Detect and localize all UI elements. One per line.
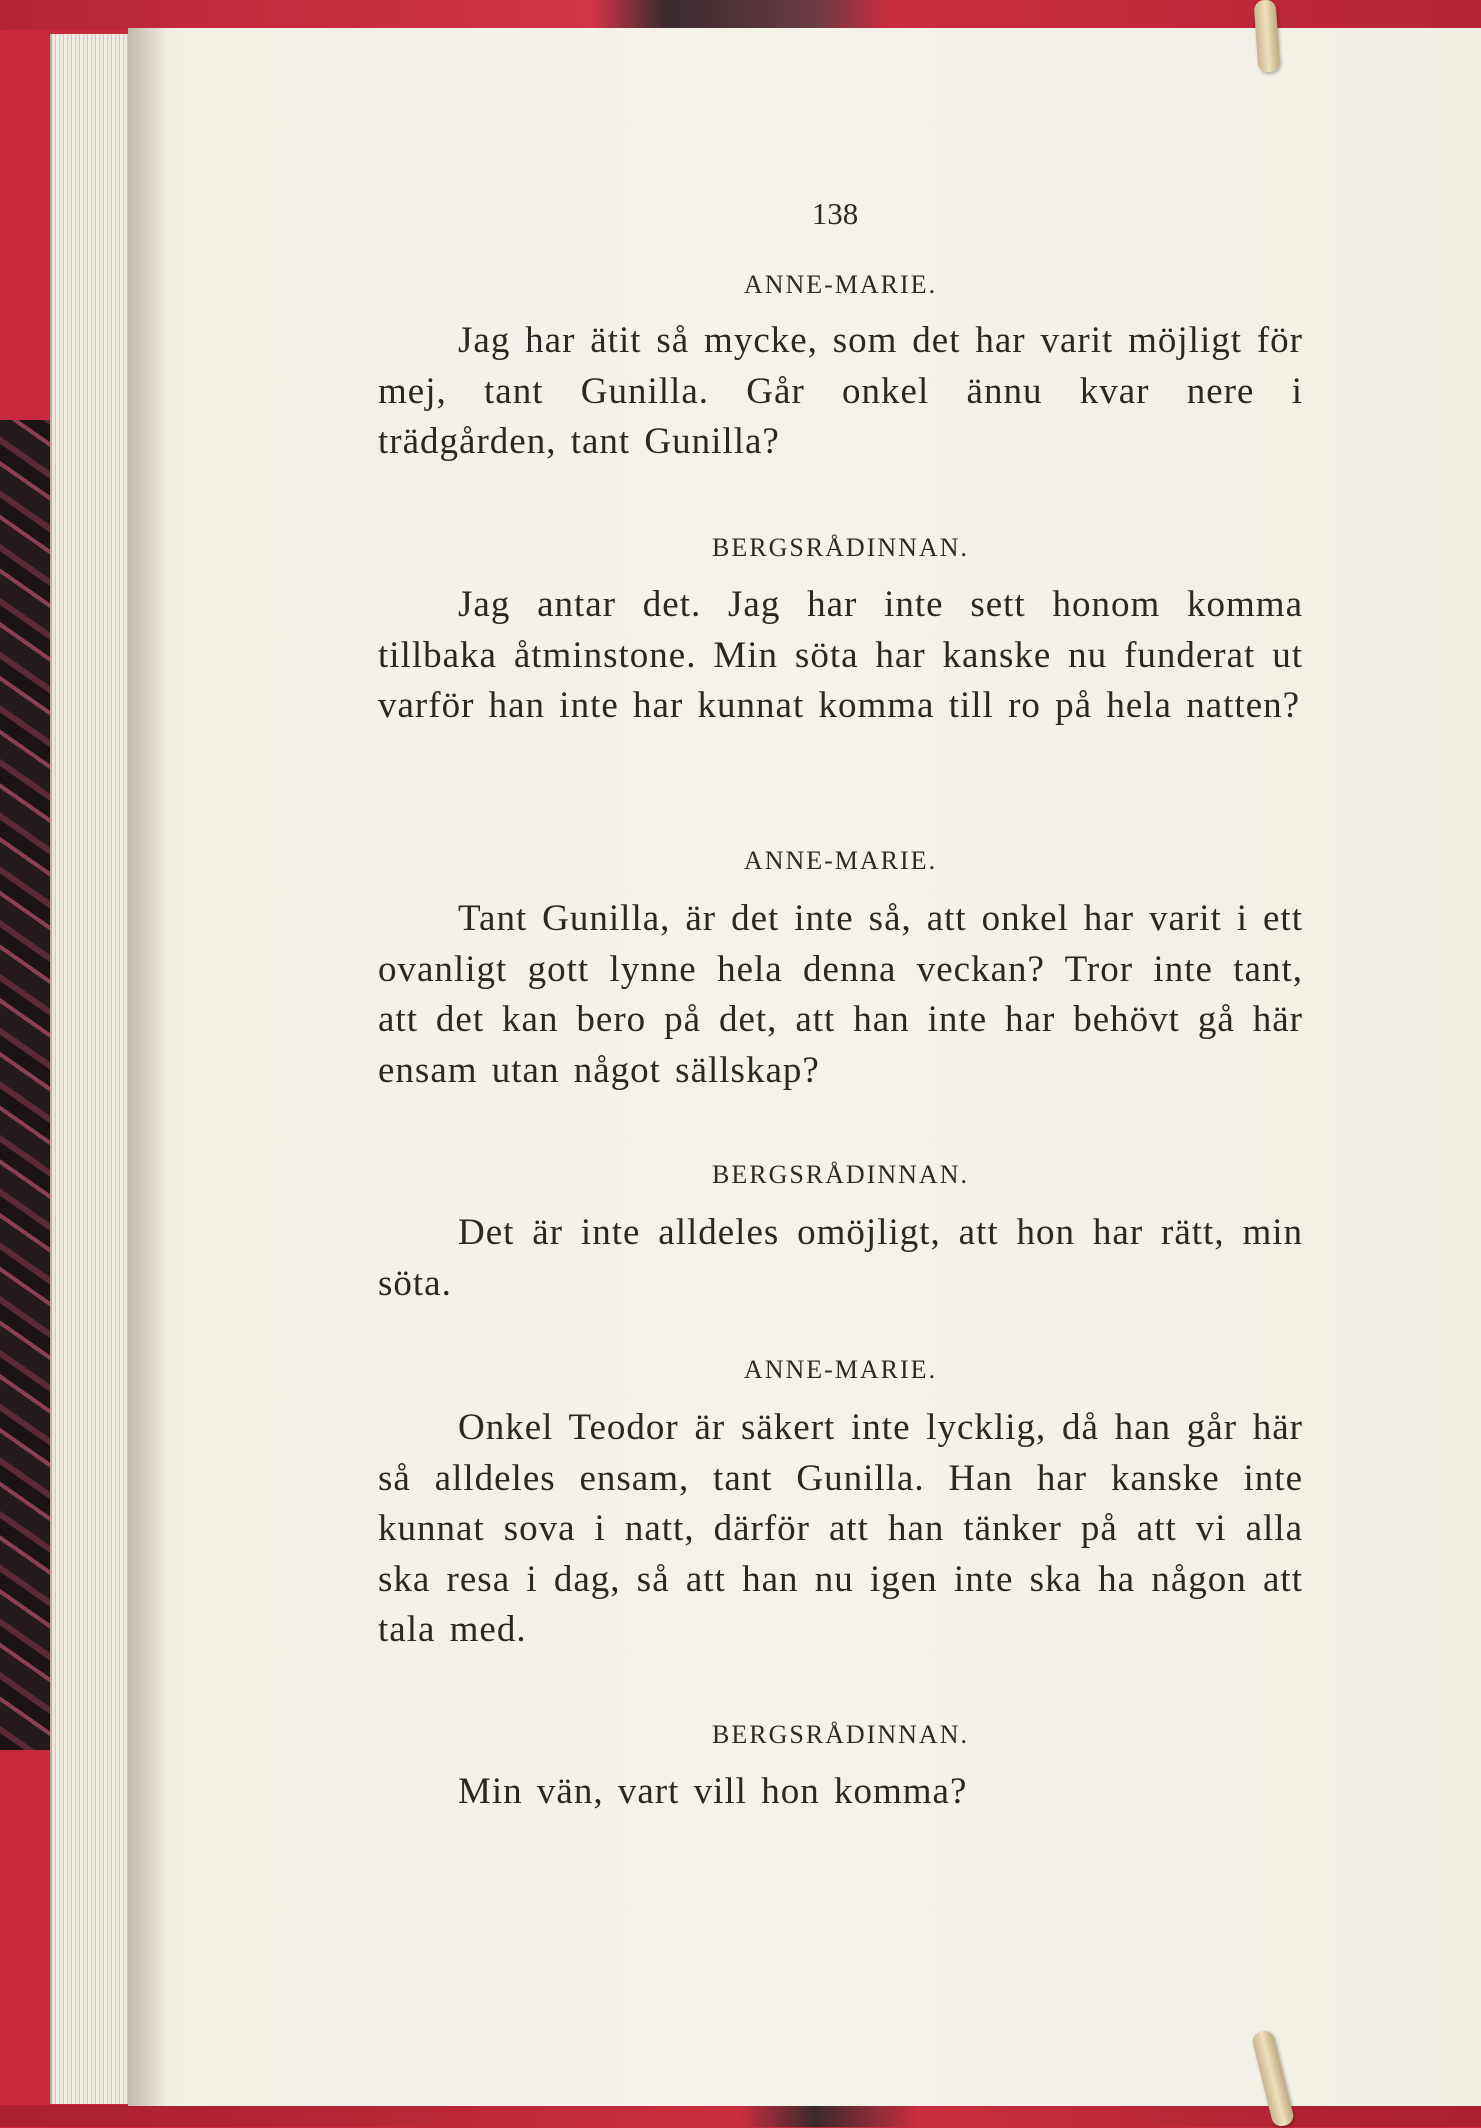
dialogue-text: Onkel Teodor är säkert inte lycklig, då han går här så alldeles ensam, tant Gunilla. Han har kanske inte kunnat sova i natt, därför att han tänker på att vi alla ska resa i dag, så att han nu igen inte ska ha någon att tala med. xyxy=(378,1407,1303,1650)
book-cover-bottom-edge xyxy=(0,2105,1481,2127)
speaker-name: BERGSRÅDINNAN. xyxy=(712,1160,969,1189)
gutter-shadow xyxy=(128,28,168,2106)
page-number: 138 xyxy=(811,196,859,231)
speaker-name: BERGSRÅDINNAN. xyxy=(712,1720,969,1749)
dialogue-text: Jag har ätit så mycke, som det har varit möjligt för mej, tant Gunilla. Går onkel ännu kvar nere i trädgården, tant Gunilla? xyxy=(378,320,1303,462)
dialogue-text: Min vän, vart vill hon komma? xyxy=(458,1771,968,1812)
dialogue-text: Tant Gunilla, är det inte så, att onkel har varit i ett ovanligt gott lynne hela denna veckan? Tror inte tant, att det kan bero på det, att han inte har behövt gå här ensam utan något sällskap? xyxy=(378,898,1303,1091)
dialogue-text: Jag antar det. Jag har inte sett honom komma tillbaka åtminstone. Min söta har kanske nu funderat ut varför han inte har kunnat komma till ro på hela natten? xyxy=(378,584,1303,726)
dialogue-text: Det är inte alldeles omöjligt, att hon har rätt, min söta. xyxy=(378,1212,1303,1304)
speaker-name: ANNE-MARIE. xyxy=(743,270,938,299)
speaker-name: BERGSRÅDINNAN. xyxy=(712,533,969,562)
speaker-name: ANNE-MARIE. xyxy=(743,846,938,875)
speaker-name: ANNE-MARIE. xyxy=(743,1355,938,1384)
